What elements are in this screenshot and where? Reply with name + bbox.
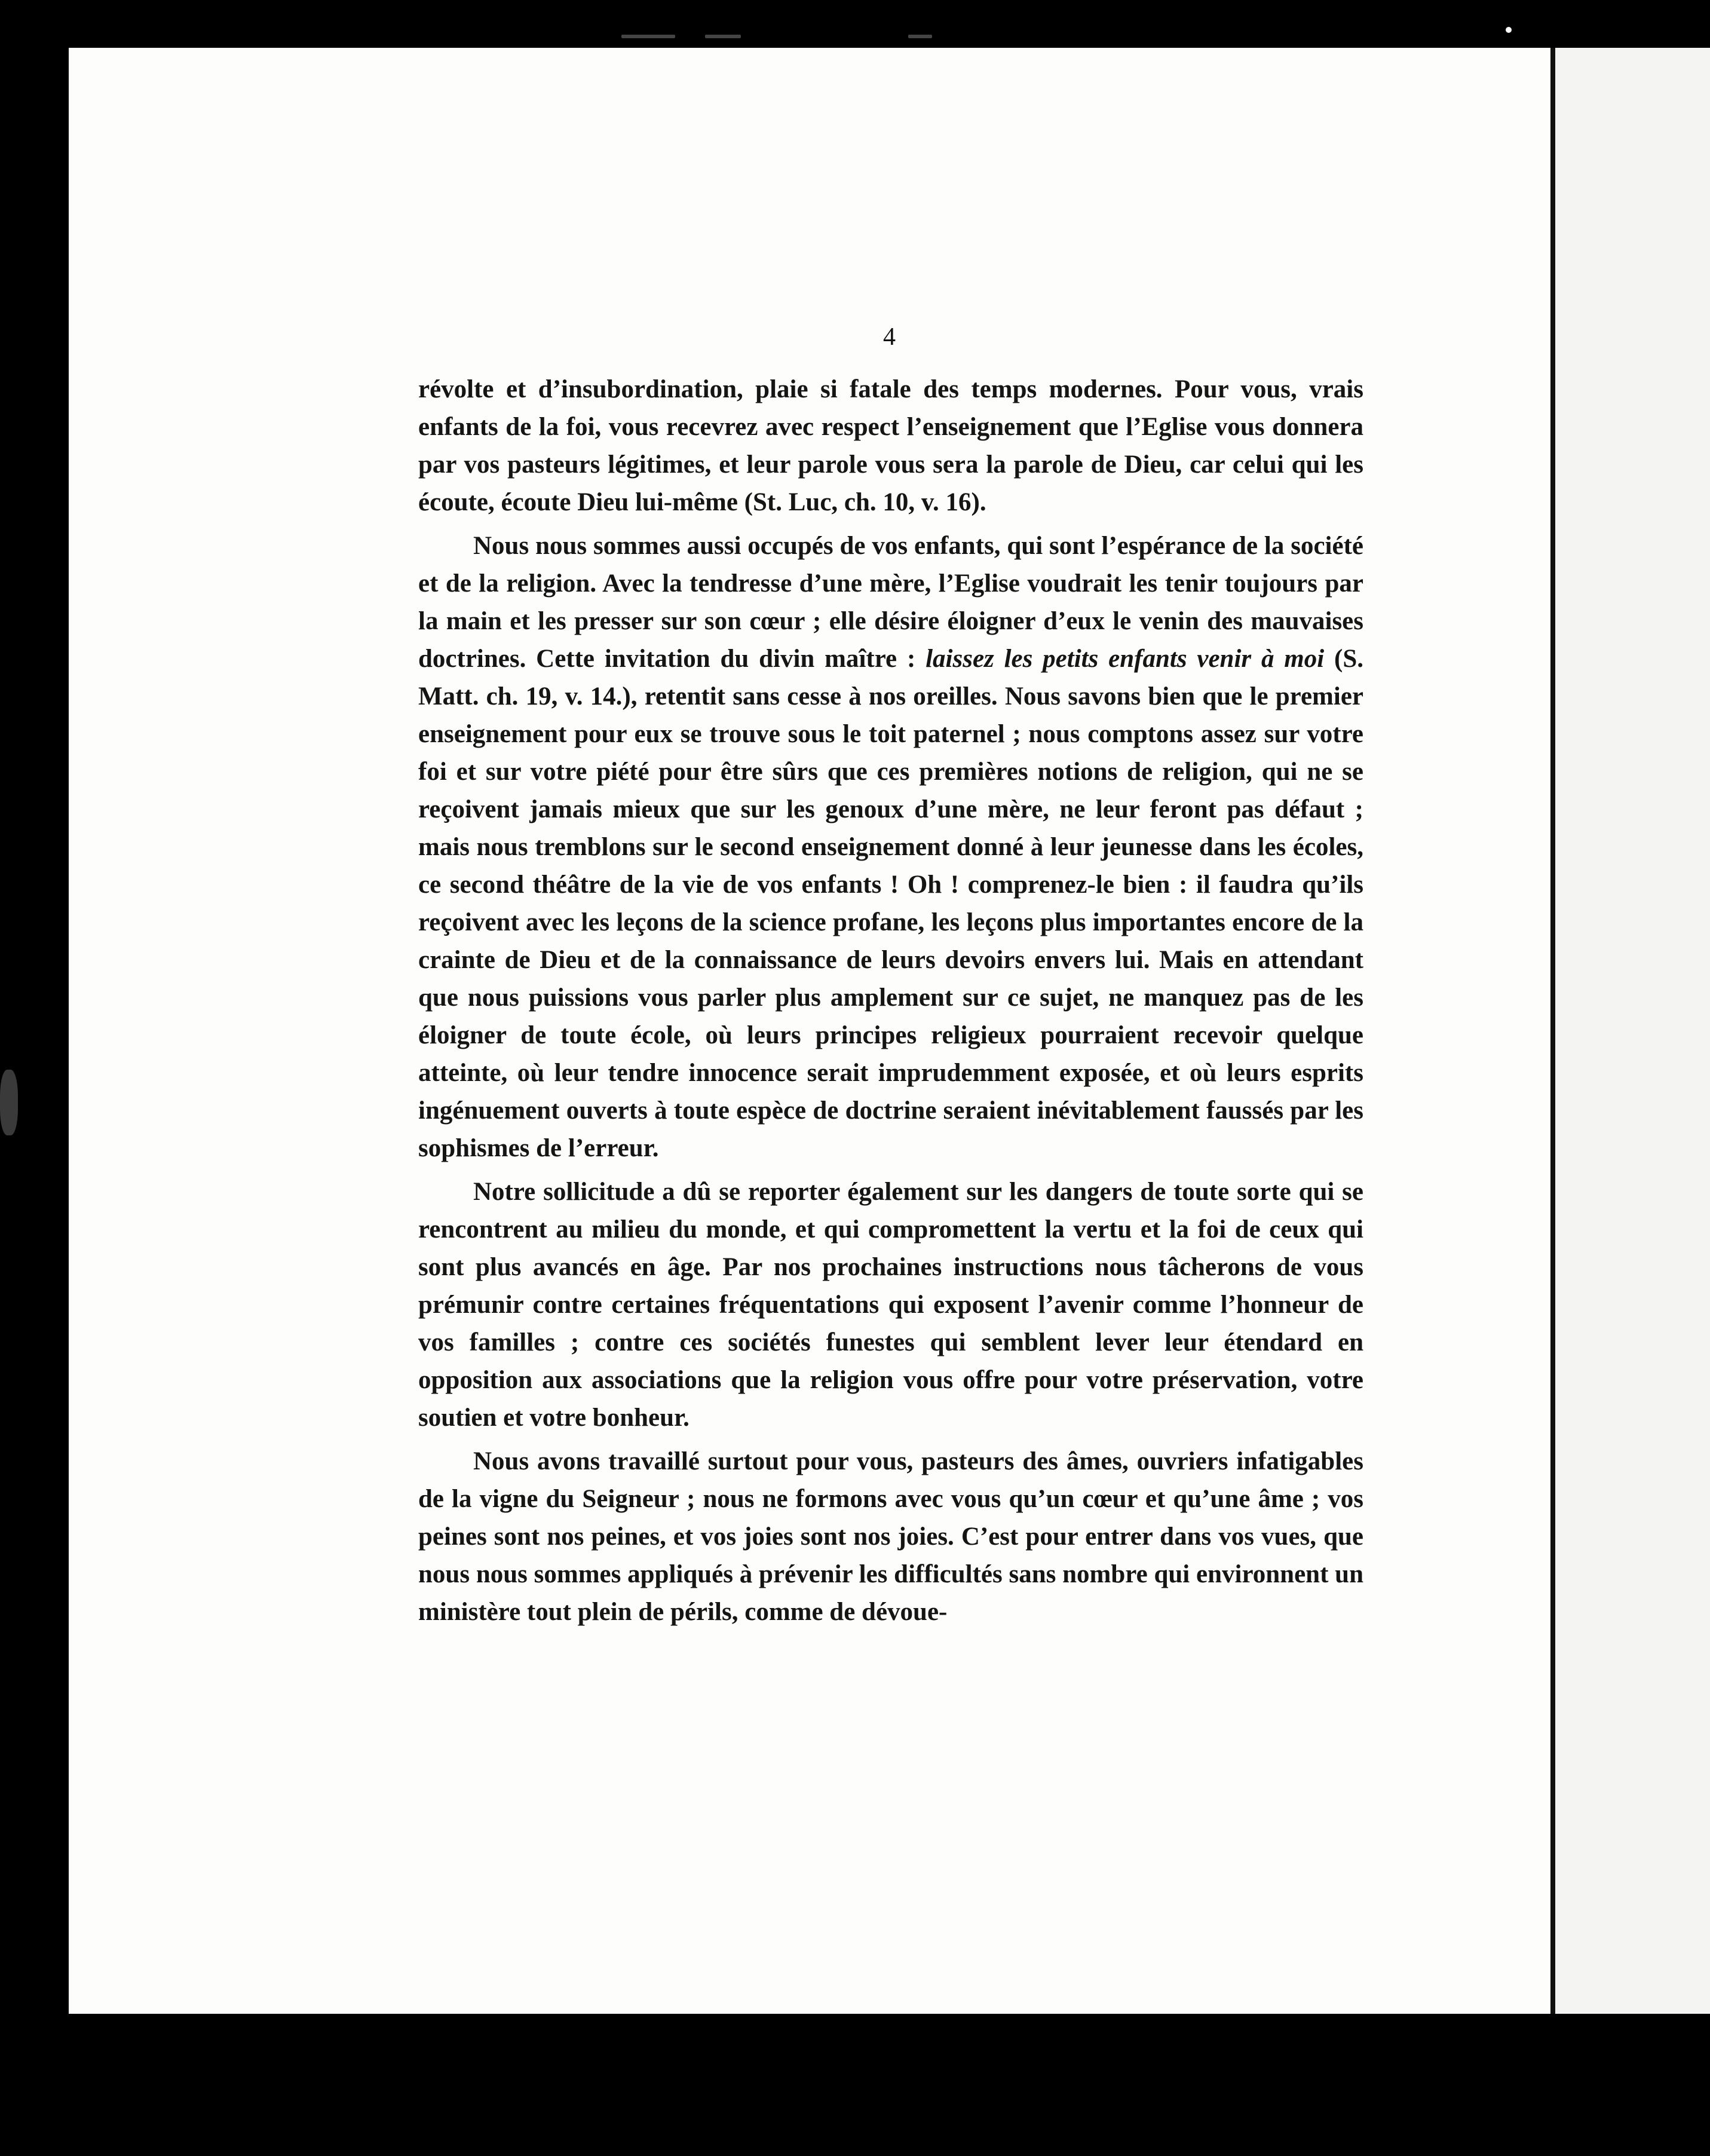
body-text	[418, 370, 1363, 1637]
paragraph-2-end: (S. Matt. ch. 19, v. 14.), retentit sans cesse à nos oreilles. Nous savons bien que le premier enseignement pour eux se trouve sous le toit paternel ; nous comptons assez sur votre foi et sur votre piété pour être sûrs que ces premières notions de religion, qui ne se reçoivent jamais mieux que sur les genoux d’une mère, ne leur feront pas défaut ; mais nous tremblons sur le second enseignement donné à leur jeunesse dans les écoles, ce second théâtre de la vie de vos enfants ! Oh ! comprenez-le bien : il faudra qu’ils reçoivent avec les leçons de la science profane, les leçons plus importantes encore de la crainte de Dieu et de la connaissance de leurs devoirs envers lui. Mais en attendant que nous puissions vous parler plus amplement sur ce sujet, ne manquez pas de les éloigner de toute école, où leurs principes religieux pourraient recevoir quelque atteinte, où leur tendre innocence serait imprudemment exposée, et où leurs esprits ingénuement ouverts à toute espèce de doctrine seraient inévitablement faussés par les sophismes de l’erreur.	[418, 645, 1364, 1162]
scan-speck	[705, 35, 741, 38]
paragraph-3: Notre sollicitude a dû se reporter également sur les dangers de toute sorte qui se rencontrent au milieu du monde, et qui compromettent la vertu et la foi de ceux qui sont plus avancés en âge. Par nos prochaines instructions nous tâcherons de vous prémunir contre certaines fréquentations qui exposent l’avenir comme l’honneur de vos familles ; contre ces sociétés funestes qui semblent lever leur étendard en opposition aux associations que la religion vous offre pour votre préservation, votre soutien et votre bonheur.	[418, 1178, 1363, 1432]
paragraph-4: Nous avons travaillé surtout pour vous, pasteurs des âmes, ouvriers infatigables de la vigne du Seigneur ; nous ne formons avec vous qu’un cœur et qu’une âme ; vos peines sont nos peines, et vos joies sont nos joies. C’est pour entrer dans vos vues, que nous nous sommes appliqués à prévenir les difficultés sans nombre qui environnent un ministère tout plein de périls, comme de dévoue-	[418, 1447, 1363, 1626]
scan-speck	[908, 35, 932, 38]
paragraph-2-start: Nous nous sommes aussi occupés de vos enfants, qui sont l’espérance de la société et de la religion. Avec la tendresse d’une mère, l’Eglise voudrait les tenir toujours par la main et les presser sur son cœur ; elle désire éloigner d’eux le venin des mauvaises doctrines. Cette invitation du divin maître :	[418, 532, 1363, 673]
paragraph-2	[418, 527, 1363, 1167]
paragraph-1: révolte et d’insubordination, plaie si fatale des temps modernes. Pour vous, vrais enfants de la foi, vous recevrez avec respect l’enseignement que l’Eglise vous donnera par vos pasteurs légitimes, et leur parole vous sera la parole de Dieu, car celui qui les écoute, écoute Dieu lui-même (St. Luc, ch. 10, v. 16).	[418, 375, 1363, 516]
paragraph-2-quote: laissez les petits enfants venir à moi	[926, 645, 1325, 673]
scan-speck	[621, 35, 675, 38]
scan-speck	[0, 1070, 18, 1135]
scan-speck	[1506, 27, 1512, 33]
page-edge-strip	[1550, 48, 1710, 2014]
page-number: 4	[883, 323, 896, 351]
